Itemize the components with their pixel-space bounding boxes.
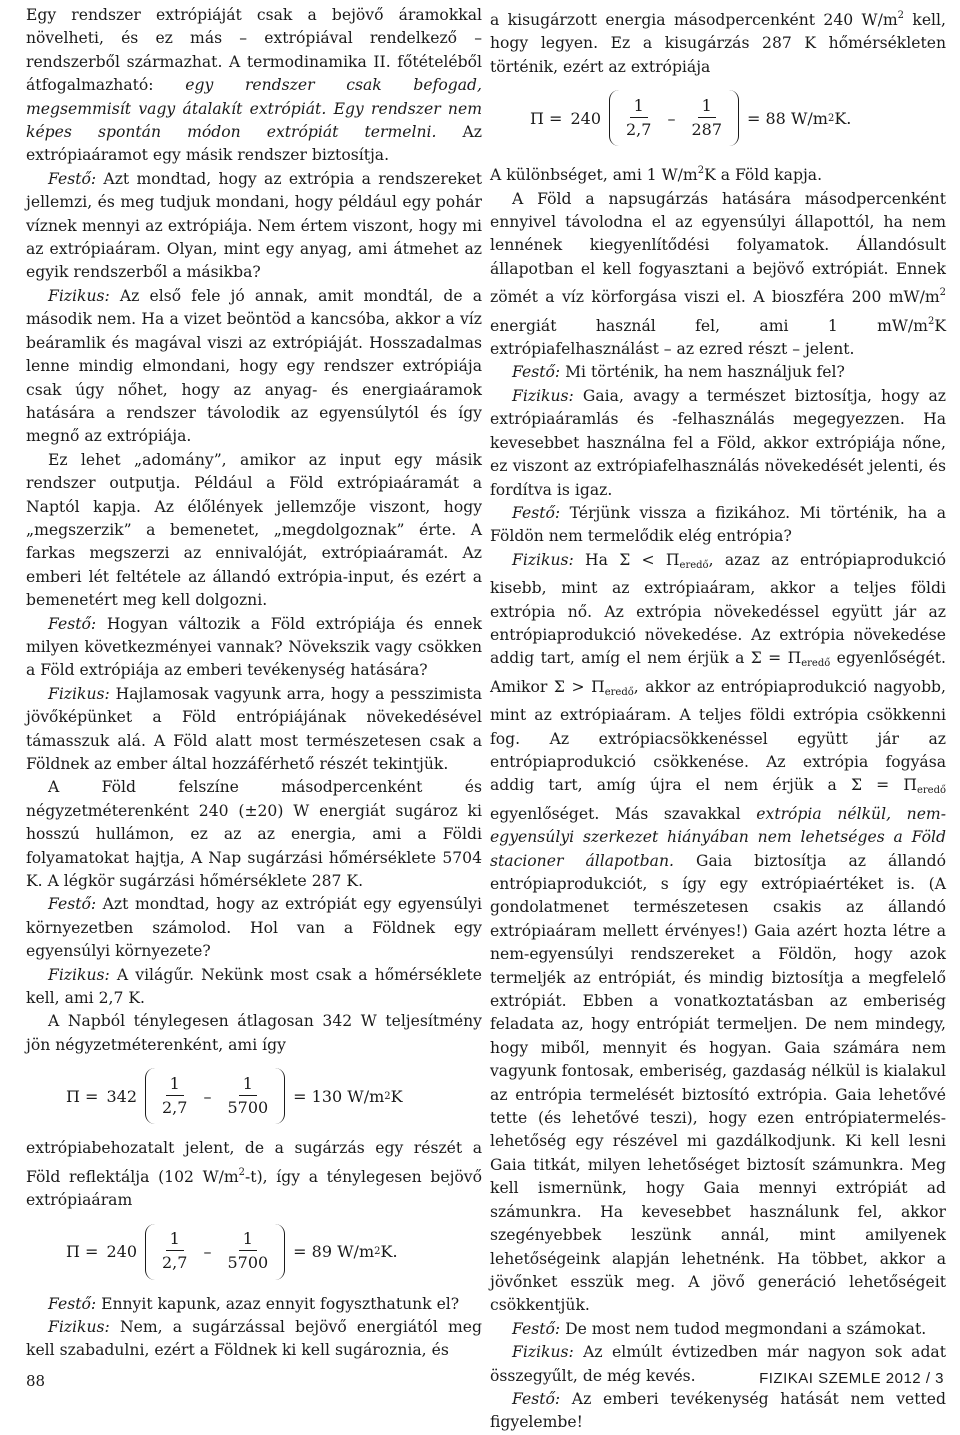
dialogue-painter: Festő: Térjünk vissza a fizikához. Mi történik, ha a Földön nem termelődik elég entrópia? [490, 503, 946, 546]
dialogue-painter: Festő: Azt mondtad, hogy az extrópia a rendszereket jellemzi, és meg tudjuk mondani, hogy például egy pohár víznek mennyi az extrópiája. Nem értem viszont, hogy mi az extrópiaáram. Olyan, mint egy anyag, ami átmehet az egyik rendszerből a másikba? [26, 169, 482, 282]
paragraph: A Föld a napsugárzás hatására másodpercenként ennyivel távolodna el az egyensúlyi állapottól, ha nem lennének kiegyenlítődési folyamatok. Állandósult állapotban el kell fogyasztani a bejövő extrópiát. Ennek zömét a víz körforgása viszi el. A bioszféra 200 $mW/m^2$ energiát használ fel, ami 1 $mW/m^2K$ extrópiafelhasználást – az ezred részt – jelent. [490, 189, 946, 359]
left-column [26, 4, 482, 1363]
speaker-label: Fizikus: [512, 386, 574, 405]
equation-3: Π = 240 $\frac{1}{2,7}$ – $\frac{1}{287}$ = 88 W/m 2 K. [490, 83, 946, 153]
speaker-label: Fizikus: [48, 684, 110, 703]
dialogue-physicist: Fizikus: Az elmúlt évtizedben már nagyon sok adat összegyűlt, de még kevés. [490, 1343, 946, 1385]
speaker-label: Fizikus: [48, 286, 110, 305]
paragraph: A Föld felszíne másodpercenként és négyzetméterenként 240 (±20) W energiát sugároz ki hosszú hullámon, ez az az energia, ami a Földi folyamatokat hajtja, A Nap sugárzási hőmérséklete 5704 K. A légkör sugárzási hőmérséklete 287 K. [26, 778, 482, 891]
paragraph: A különbséget, ami 1 $W/m^2K$ a Föld kapja. [490, 165, 823, 185]
dialogue-physicist: Fizikus: Ha $\Sigma < \Pi_{eredő}$, azaz az entrópiaprodukció kisebb, mint az extrópiaáram, akkor a teljes földi extrópia nő. Az extrópia növekedéssel együtt jár az entrópiaprodukció növekedése. Az extrópia növekedése addig tart, amíg el nem érjük a $\Sigma = \Pi_{eredő}$ egyenlőségét. Amikor $\Sigma > \Pi_{eredő}$, akkor az entrópiaprodukció nagyobb, mint az extrópiaáram. A teljes földi extrópia csökkenni fog. Az extrópiacsökkenéssel együtt jár az entrópiaprodukció csökkenése. Az extrópia fogyása addig tart, amíg újra el nem érjük a $\Sigma = \Pi_{eredő}$ egyenlőséget. Más szavakkal extrópia nélkül, nem-egyensúlyi szerkezet hiányában nem lehetséges a Föld stacioner állapotban. Gaia biztosítja az állandó entrópiaprodukciót, s így egy extrópiaértéket is. (A gondolatmenet természetesen csakis az állandó extrópiaáram mellett érvényes!) Gaia azért hozta létre a nem-egyensúlyi rendszereket a Földön, hogy azok termeljék az entrópiát, és mindig biztosítja a megfelelő extrópiát. Ebben a vonatkoztatásban az emberiség feladata az, hogy entrópiát termeljen. De nem mindegy, hogy miből, mennyit és hogyan. Gaia számára nem vagyunk fontosak, emberiség, gazdaság nélkül is kialakul az entrópia termelését biztosító extrópia. Gaia lehetővé tette (és lehetővé teszi), hogy ezen entrópiatermelés-lehetőség egy részével mi gazdálkodjunk. Ki kell lesni Gaia titkát, milyen lehetőséget biztosít számunkra. Meg kell ismernünk, hogy Gaia mennyi extrópiát ad számunkra. Ha kevesebbet használunk fel, akkor szegényebbek leszünk annál, mint amilyenek lehetőségeink alapján lehetnénk. Ha többet, akkor a jövőnket esszük meg. A jövő generáció lehetőségeit csökkentjük. [490, 550, 947, 1315]
dialogue-painter: Festő: De most nem tudod megmondani a számokat. [512, 1319, 927, 1338]
dialogue-painter: Festő: Azt mondtad, hogy az extrópiát egy egyensúlyi környezetben számolod. Hol van a Földnek egy egyensúlyi környezete? [26, 895, 482, 961]
paragraph: A Napból ténylegesen átlagosan 342 W teljesítmény jön négyzetméterenként, ami így [26, 1012, 482, 1054]
speaker-label: Festő: [48, 1294, 97, 1313]
dialogue-painter: Festő: Mi történik, ha nem használjuk fel? [512, 363, 845, 382]
equation-1: Π = 342 $\frac{1}{2,7}$ – $\frac{1}{5700}$ = 130 W/m 2 K [26, 1061, 482, 1131]
dialogue-physicist: Fizikus: A világűr. Nekünk most csak a hőmérséklete kell, ami 2,7 K. [26, 965, 482, 1008]
dialogue-painter: Festő: Hogyan változik a Föld extrópiája és ennek milyen következményei vannak? Növekszik vagy csökken a Föld extrópiája az emberi tevékenység hatására? [26, 614, 482, 680]
speaker-label: Festő: [48, 895, 97, 914]
page-number: 88 [26, 1372, 46, 1390]
speaker-label: Festő: [512, 363, 561, 382]
speaker-label: Fizikus: [48, 965, 110, 984]
paragraph: extrópiabehozatalt jelent, de a sugárzás egy részét a Föld reflektálja (102 $W/m^2-t$), így a ténylegesen bejövő extrópiaáram [26, 1139, 482, 1210]
speaker-label: Fizikus: [512, 550, 574, 569]
speaker-label: Festő: [512, 1319, 561, 1338]
speaker-label: Festő: [48, 169, 97, 188]
paragraph: a kisugárzott energia másodpercenként 240 $W/m^2$ kell, hogy legyen. Ez a kisugárzás 287 K hőmérsékleten történik, ezért az extrópiája [490, 10, 946, 76]
speaker-label: Festő: [512, 503, 561, 522]
right-column [490, 4, 946, 1435]
speaker-label: Fizikus: [48, 1317, 110, 1336]
speaker-label: Festő: [512, 1389, 561, 1408]
journal-name: FIZIKAI SZEMLE 2012 / 3 [759, 1370, 944, 1387]
dialogue-physicist: Fizikus: Gaia, avagy a természet biztosítja, hogy az extrópiaáramlás és -felhasználás megegyezzen. Ha kevesebbet használna fel a Föld, akkor extrópiája nőne, ez viszont az extrópiafelhasználás növekedését jelenti, és fordítva is igaz. [490, 386, 946, 499]
paragraph: Ez lehet „adomány”, amikor az input egy másik rendszer outputja. Például a Föld extrópiaáramát a Naptól kapja. Az élőlények jellemzője viszont, hogy „megszerzik” a bemenetet, „megdolgoznak” érte. A farkas megszerzi az ennivalóját, extrópiaáramát. Az emberi lét feltétele az állandó extrópia-input, és ezért a bemenetért meg kell dolgozni. [26, 450, 482, 610]
dialogue-physicist: Fizikus: Nem, a sugárzással bejövő energiától meg kell szabadulni, ezért a Földnek ki kell sugároznia, és [26, 1317, 482, 1360]
dialogue-physicist: Fizikus: Az első fele jó annak, amit mondtál, de a második nem. Ha a vizet beöntöd a kancsóba, akkor a víz beáramlik és magával viszi az extrópiáját. Hosszadalmas lenne mindig elmondani, hogy egy rendszer extrópiája csak úgy nőhet, hogy az anyag- és energiaáramok hatására a rendszer távolodik az egyensúlytól és így megnő az extrópiája. [26, 286, 482, 446]
speaker-label: Fizikus: [512, 1343, 574, 1362]
dialogue-painter: Festő: Ennyit kapunk, azaz ennyit fogyszthatunk el? [48, 1294, 460, 1313]
speaker-label: Festő: [48, 614, 97, 633]
equation-2: Π = 240 $\frac{1}{2,7}$ – $\frac{1}{5700}$ = 89 W/m 2 K. [26, 1217, 482, 1287]
dialogue-physicist: Fizikus: Hajlamosak vagyunk arra, hogy a pesszimista jövőképünket a Föld entrópiájának növekedésével támasszuk alá. A Föld alatt most természetesen csak a Földnek az ember által hozzáférhető részét tekintjük. [26, 684, 482, 773]
paragraph: Egy rendszer extrópiáját csak a bejövő áramokkal növelheti, és ez más – extrópiával rendelkező – rendszerből származhat. A termodinamika II. főtételéből átfogalmazható: egy rendszer csak befogad, megsemmisít vagy átalakít extrópiát. Egy rendszer nem képes spontán módon extrópiát termelni. Az extrópiaáramot egy másik rendszer biztosítja. [26, 6, 482, 165]
dialogue-painter: Festő: Az emberi tevékenység hatását nem vetted figyelembe! [490, 1389, 946, 1432]
